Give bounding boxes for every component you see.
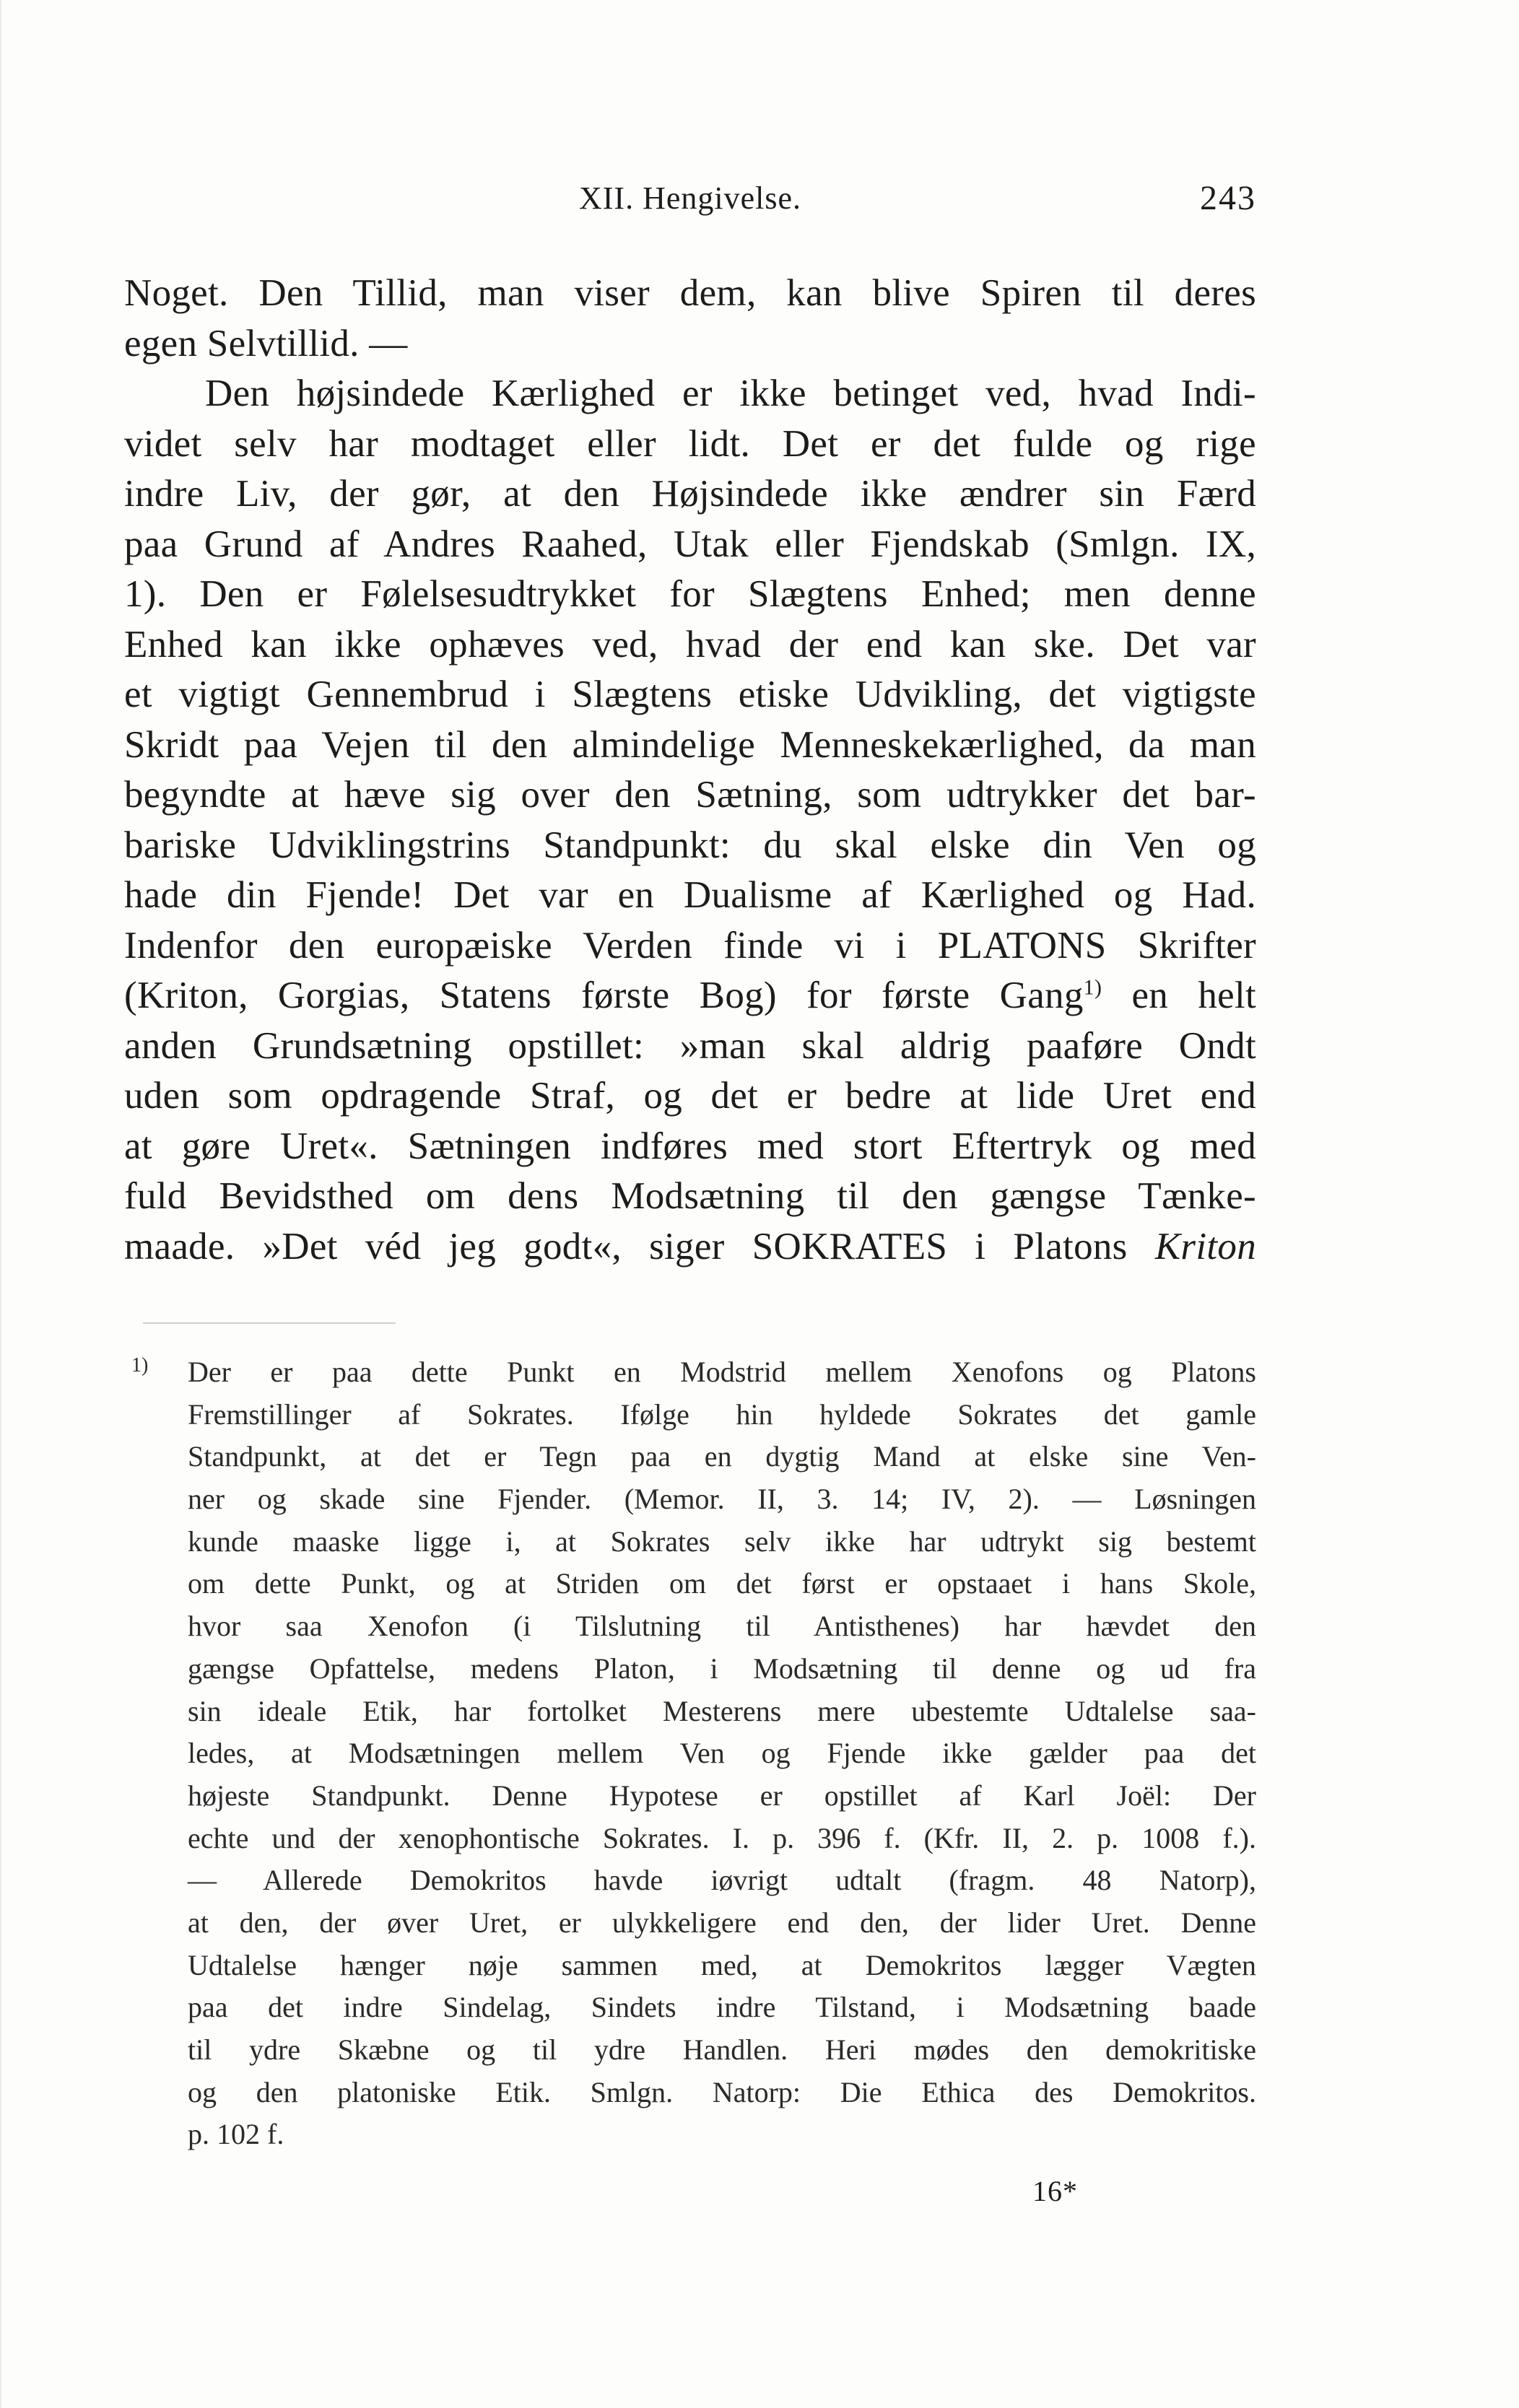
text-line: anden Grundsætning opstillet: »man skal aldrig paaføre Ondt [124, 1024, 1256, 1067]
footnote-line: ledes, at Modsætningen mellem Ven og Fjende ikke gælder paa det [188, 1737, 1256, 1770]
footnote-line: paa det indre Sindelag, Sindets indre Tilstand, i Modsætning baade [188, 1991, 1256, 2024]
text-line: Noget. Den Tillid, man viser dem, kan blive Spiren til deres [124, 272, 1256, 314]
footnote-separator [143, 1322, 396, 1324]
text-line: Indenfor den europæiske Verden finde vi i PLATONS Skrifter [124, 924, 1256, 967]
footnote-line: gængse Opfattelse, medens Platon, i Modsætning til denne og ud fra [188, 1652, 1256, 1685]
text-line: Enhed kan ikke ophæves ved, hvad der end kan ske. Det var [124, 623, 1256, 666]
text-line-last [124, 1222, 1256, 1273]
page-number: 243 [1200, 179, 1256, 217]
footnote-line: sin ideale Etik, har fortolket Mesterens mere ubestemte Udtalelse saa- [188, 1694, 1256, 1727]
running-head [124, 180, 1256, 217]
footnote-line: hvor saa Xenofon (i Tilslutning til Antisthenes) har hævdet den [188, 1610, 1256, 1643]
footnote-line: echte und der xenophontische Sokrates. I. p. 396 f. (Kfr. II, 2. p. 1008 f.). [188, 1821, 1256, 1854]
text-line: paa Grund af Andres Raahed, Utak eller Fjendskab (Smlgn. IX, [124, 523, 1256, 565]
text-line: fuld Bevidsthed om dens Modsætning til den gængse Tænke- [124, 1175, 1256, 1217]
footnote-line: Standpunkt, at det er Tegn paa en dygtig Mand at elske sine Ven- [188, 1440, 1256, 1473]
text-line-with-footnote-ref [124, 971, 1256, 1021]
footnote-mark: 1) [131, 1354, 149, 1377]
text-line: indre Liv, der gør, at den Højsindede ikke ændrer sin Færd [124, 473, 1256, 515]
text-segment: en helt [1131, 974, 1256, 1016]
footnote-line [124, 1351, 1256, 1394]
text-segment: (Kriton, Gorgias, Statens første Bog) for første Gang [124, 974, 1084, 1016]
footnote-reference: 1) [1083, 975, 1102, 1000]
printer-signature-mark: 16* [1032, 2175, 1078, 2207]
text-line: et vigtigt Gennembrud i Slægtens etiske Udvikling, det vigtigste [124, 673, 1256, 715]
text-line: uden som opdragende Straf, og det er bedre at lide Uret end [124, 1075, 1256, 1117]
text-line: videt selv har modtaget eller lidt. Det er det fulde og rige [124, 422, 1256, 465]
main-text [124, 269, 1256, 1272]
footnote-line: om dette Punkt, og at Striden om det først er opstaaet i hans Skole, [188, 1567, 1256, 1600]
text-line: hade din Fjende! Det var en Dualisme af Kærlighed og Had. [124, 874, 1256, 916]
footnote-line: og den platoniske Etik. Smlgn. Natorp: Die Ethica des Demokritos. [188, 2075, 1256, 2108]
footnote-line: ner og skade sine Fjender. (Memor. II, 3. 14; IV, 2). — Løsningen [188, 1483, 1256, 1516]
text-line: Skridt paa Vejen til den almindelige Menneskekærlighed, da man [124, 723, 1256, 766]
footnote-line: højeste Standpunkt. Denne Hypotese er opstillet af Karl Joël: Der [188, 1779, 1256, 1812]
footnote-line: at den, der øver Uret, er ulykkeligere end den, der lider Uret. Denne [188, 1906, 1256, 1939]
text-line: bariske Udviklingstrins Standpunkt: du skal elske din Ven og [124, 824, 1256, 866]
text-line: at gøre Uret«. Sætningen indføres med stort Eftertryk og med [124, 1125, 1256, 1167]
chapter-title: XII. Hengivelse. [578, 180, 801, 216]
footnote-line: Fremstillinger af Sokrates. Ifølge hin hyldede Sokrates det gamle [188, 1397, 1256, 1431]
footnote-text: Der er paa dette Punkt en Modstrid mellem Xenofons og Platons [188, 1356, 1256, 1388]
footnote [124, 1351, 1256, 2156]
footnote-line: til ydre Skæbne og til ydre Handlen. Heri mødes den demokritiske [188, 2033, 1256, 2066]
text-segment: maade. »Det véd jeg godt«, siger SOKRATES i Platons [124, 1225, 1128, 1268]
text-line: egen Selvtillid. — [124, 322, 408, 365]
text-line: 1). Den er Følelsesudtrykket for Slægtens Enhed; men denne [124, 573, 1256, 615]
footnote-line: kunde maaske ligge i, at Sokrates selv ikke har udtrykt sig bestemt [188, 1524, 1256, 1558]
italic-title: Kriton [1154, 1225, 1256, 1268]
footnote-line: — Allerede Demokritos havde iøvrigt udtalt (fragm. 48 Natorp), [188, 1864, 1256, 1897]
text-line: begyndte at hæve sig over den Sætning, som udtrykker det bar- [124, 774, 1256, 816]
text-line: Den højsindede Kærlighed er ikke betinget ved, hvad Indi- [205, 372, 1256, 414]
footnote-line: p. 102 f. [188, 2118, 284, 2151]
footnote-line: Udtalelse hænger nøje sammen med, at Demokritos lægger Vægten [188, 1948, 1256, 1981]
